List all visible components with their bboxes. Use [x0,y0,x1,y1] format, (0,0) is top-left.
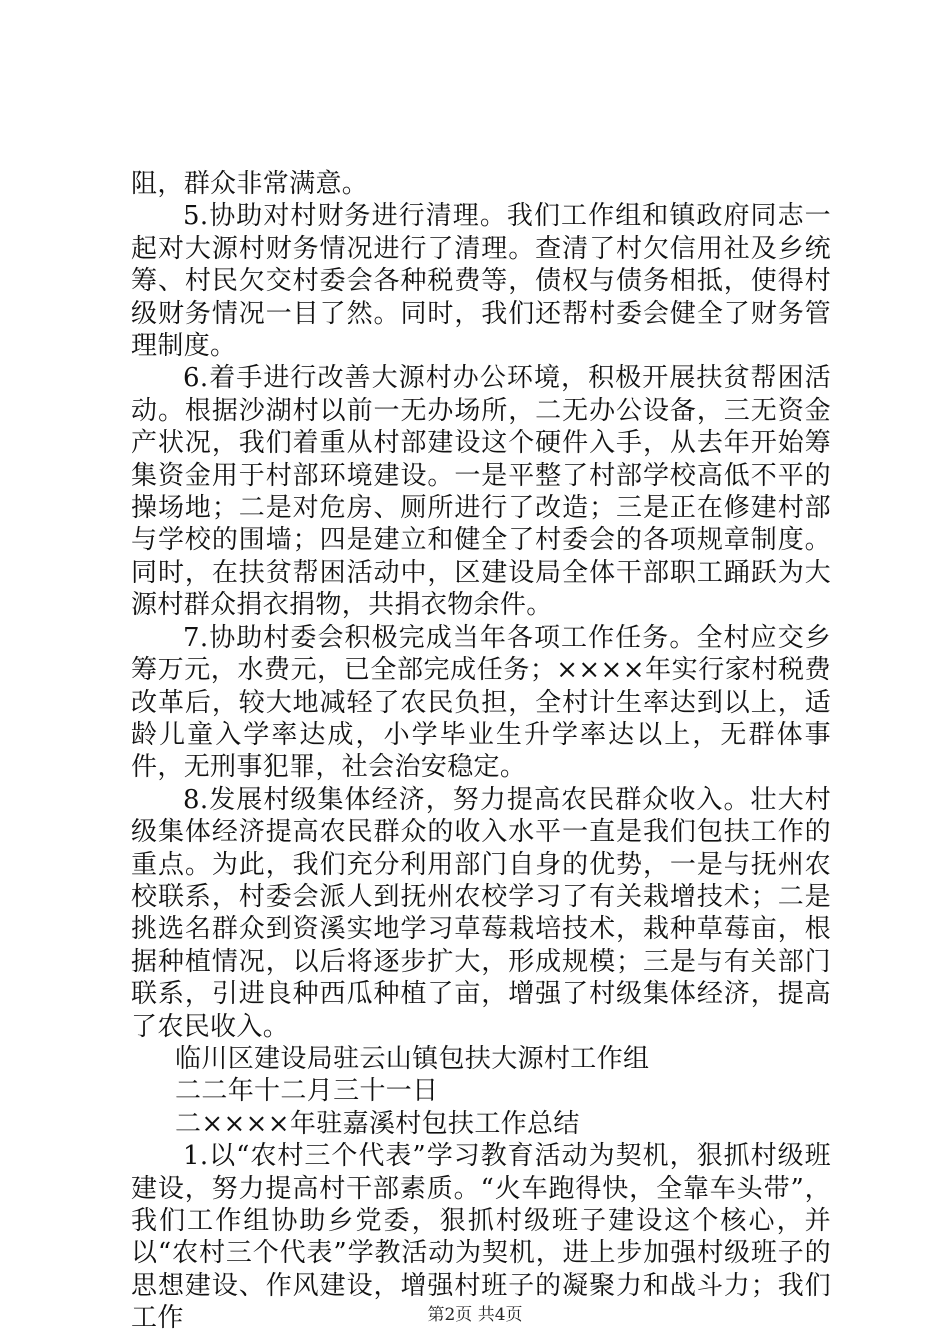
signature-date: 二二年十二月三十一日 [175,1076,439,1107]
paragraph-item-8: 8.发展村级集体经济，努力提高农民群众收入。壮大村级集体经济提高农民群众的收入水平一直是我们包扶工作的重点。为此，我们充分利用部门自身的优势，一是与抚州农校联系，村委会派人到抚州农校学习了有关栽增技术；二是挑选名群众到资溪实地学习草莓栽培技术，栽种草莓亩，根据种植情况，以后将逐步扩大，形成规模；三是与有关部门联系，引进良种西瓜种植了亩，增强了村级集体经济，提高了农民收入。 [131,784,831,1042]
paragraph-item-7: 7.协助村委会积极完成当年各项工作任务。全村应交乡筹万元，水费元，已全部完成任务；××××年实行家村税费改革后，较大地减轻了农民负担，全村计生率达到以上，适龄儿童入学率达成，小学毕业生升学率达以上，无群体事件，无刑事犯罪，社会治安稳定。 [131,622,831,783]
page-number: 第2页 共4页 [427,1305,523,1325]
next-document-paragraph-1: 1.以“农村三个代表”学习教育活动为契机，狠抓村级班建设，努力提高村干部素质。“火车跑得快，全靠车头带”，我们工作组协助乡党委，狠抓村级班子建设这个核心，并以“农村三个代表”学教活动为契机，进上步加强村级班子的思想建设、作风建设，增强村班子的凝聚力和战斗力；我们工作 [131,1141,831,1334]
paragraph-item-6: 6.着手进行改善大源村办公环境，积极开展扶贫帮困活动。根据沙湖村以前一无办场所，二无办公设备，三无资金产状况，我们着重从村部建设这个硬件入手，从去年开始筹集资金用于村部环境建设。一是平整了村部学校高低不平的操场地；二是对危房、厕所进行了改造；三是正在修建村部与学校的围墙；四是建立和健全了村委会的各项规章制度。同时，在扶贫帮困活动中，区建设局全体干部职工踊跃为大源村群众捐衣捐物，共捐衣物余件。 [131,363,831,621]
signature-organization: 临川区建设局驻云山镇包扶大源村工作组 [175,1043,650,1074]
paragraph-item-5: 5.协助对村财务进行清理。我们工作组和镇政府同志一起对大源村财务情况进行了清理。查清了村欠信用社及乡统筹、村民欠交村委会各种税费等，债权与债务相抵，使得村级财务情况一目了然。同时，我们还帮村委会健全了财务管理制度。 [131,201,831,362]
page-footer [0,1300,950,1325]
document-body [131,168,831,1335]
paragraph-continuation: 阻，群众非常满意。 [131,169,369,199]
next-document-title: 二××××年驻嘉溪村包扶工作总结 [175,1108,580,1139]
